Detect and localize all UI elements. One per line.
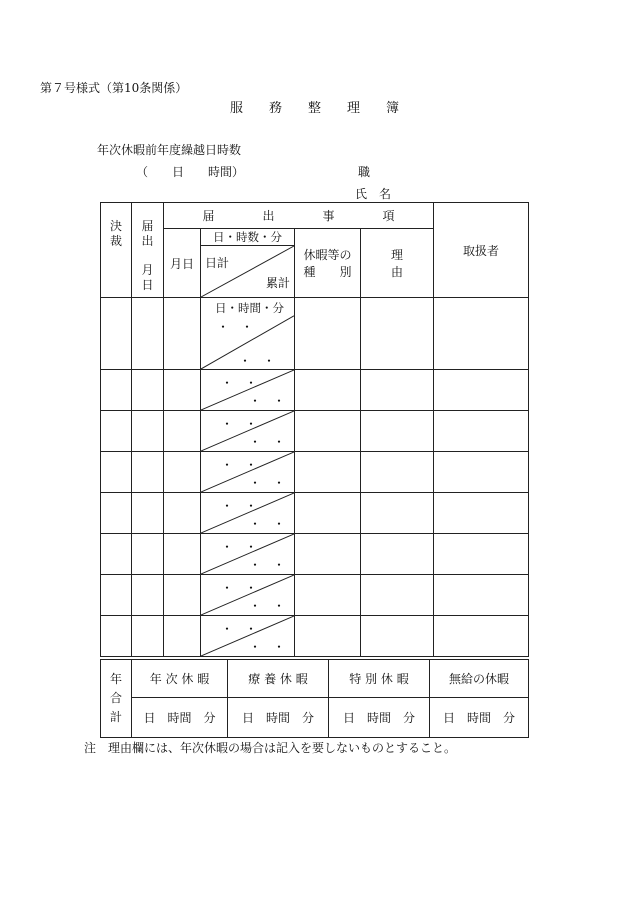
dayhour-cell[interactable]: ・ ・ ・ ・ bbox=[201, 452, 295, 493]
carryover-label: 年次休暇前年度繰越日時数 bbox=[97, 143, 242, 157]
col-reason: 理 由 bbox=[361, 229, 434, 298]
position-label: 職 bbox=[358, 165, 371, 179]
col-handler: 取扱者 bbox=[434, 203, 529, 298]
total-category-unpaid: 無給の休暇 bbox=[430, 660, 529, 698]
dayhour-cell[interactable]: ・ ・ ・ ・ bbox=[201, 534, 295, 575]
dayhour-cell[interactable]: ・ ・ ・ ・ bbox=[201, 370, 295, 411]
table-row bbox=[101, 534, 529, 575]
total-units-medical[interactable]: 日 時間 分 bbox=[228, 698, 329, 738]
total-category-annual: 年 次 休 暇 bbox=[132, 660, 228, 698]
table-row bbox=[101, 616, 529, 657]
carryover-units: （ 日 時間） bbox=[136, 165, 245, 179]
table-row bbox=[101, 370, 529, 411]
footnote: 注 理由欄には、年次休暇の場合は記入を要しないものとすること。 bbox=[84, 741, 457, 755]
form-number: 第７号様式（第10条関係） bbox=[40, 81, 188, 95]
dayhour-cell[interactable]: ・ ・ ・ ・ bbox=[201, 411, 295, 452]
total-category-medical: 療 養 休 暇 bbox=[228, 660, 329, 698]
notice-items-header: 届 出 事 項 bbox=[164, 203, 434, 229]
dayhour-cell[interactable]: 日・時間・分 ・ ・ ・ ・ bbox=[201, 298, 295, 370]
col-dayhour-top: 日・時数・分 bbox=[201, 229, 295, 246]
name-label: 氏 名 bbox=[355, 187, 392, 201]
col-decision: 決裁 bbox=[101, 203, 132, 298]
total-units-special[interactable]: 日 時間 分 bbox=[329, 698, 430, 738]
table-row bbox=[101, 575, 529, 616]
dayhour-cell[interactable]: ・ ・ ・ ・ bbox=[201, 575, 295, 616]
service-record-table bbox=[100, 202, 529, 657]
annual-total-label: 年 合 計 bbox=[101, 660, 132, 738]
col-notice-date: 届出 月日 bbox=[132, 203, 164, 298]
page-title: 服 務 整 理 簿 bbox=[230, 101, 400, 116]
table-row bbox=[101, 493, 529, 534]
col-month-day: 月日 bbox=[164, 229, 201, 298]
col-dayhour-split: 日計 累計 bbox=[201, 246, 295, 298]
col-leave-type: 休暇等の 種 別 bbox=[295, 229, 361, 298]
total-units-unpaid[interactable]: 日 時間 分 bbox=[430, 698, 529, 738]
table-row bbox=[101, 411, 529, 452]
dayhour-cell[interactable]: ・ ・ ・ ・ bbox=[201, 616, 295, 657]
annual-totals-table bbox=[100, 659, 529, 738]
table-row bbox=[101, 452, 529, 493]
total-units-annual[interactable]: 日 時間 分 bbox=[132, 698, 228, 738]
total-category-special: 特 別 休 暇 bbox=[329, 660, 430, 698]
dayhour-cell[interactable]: ・ ・ ・ ・ bbox=[201, 493, 295, 534]
table-row bbox=[101, 298, 529, 370]
